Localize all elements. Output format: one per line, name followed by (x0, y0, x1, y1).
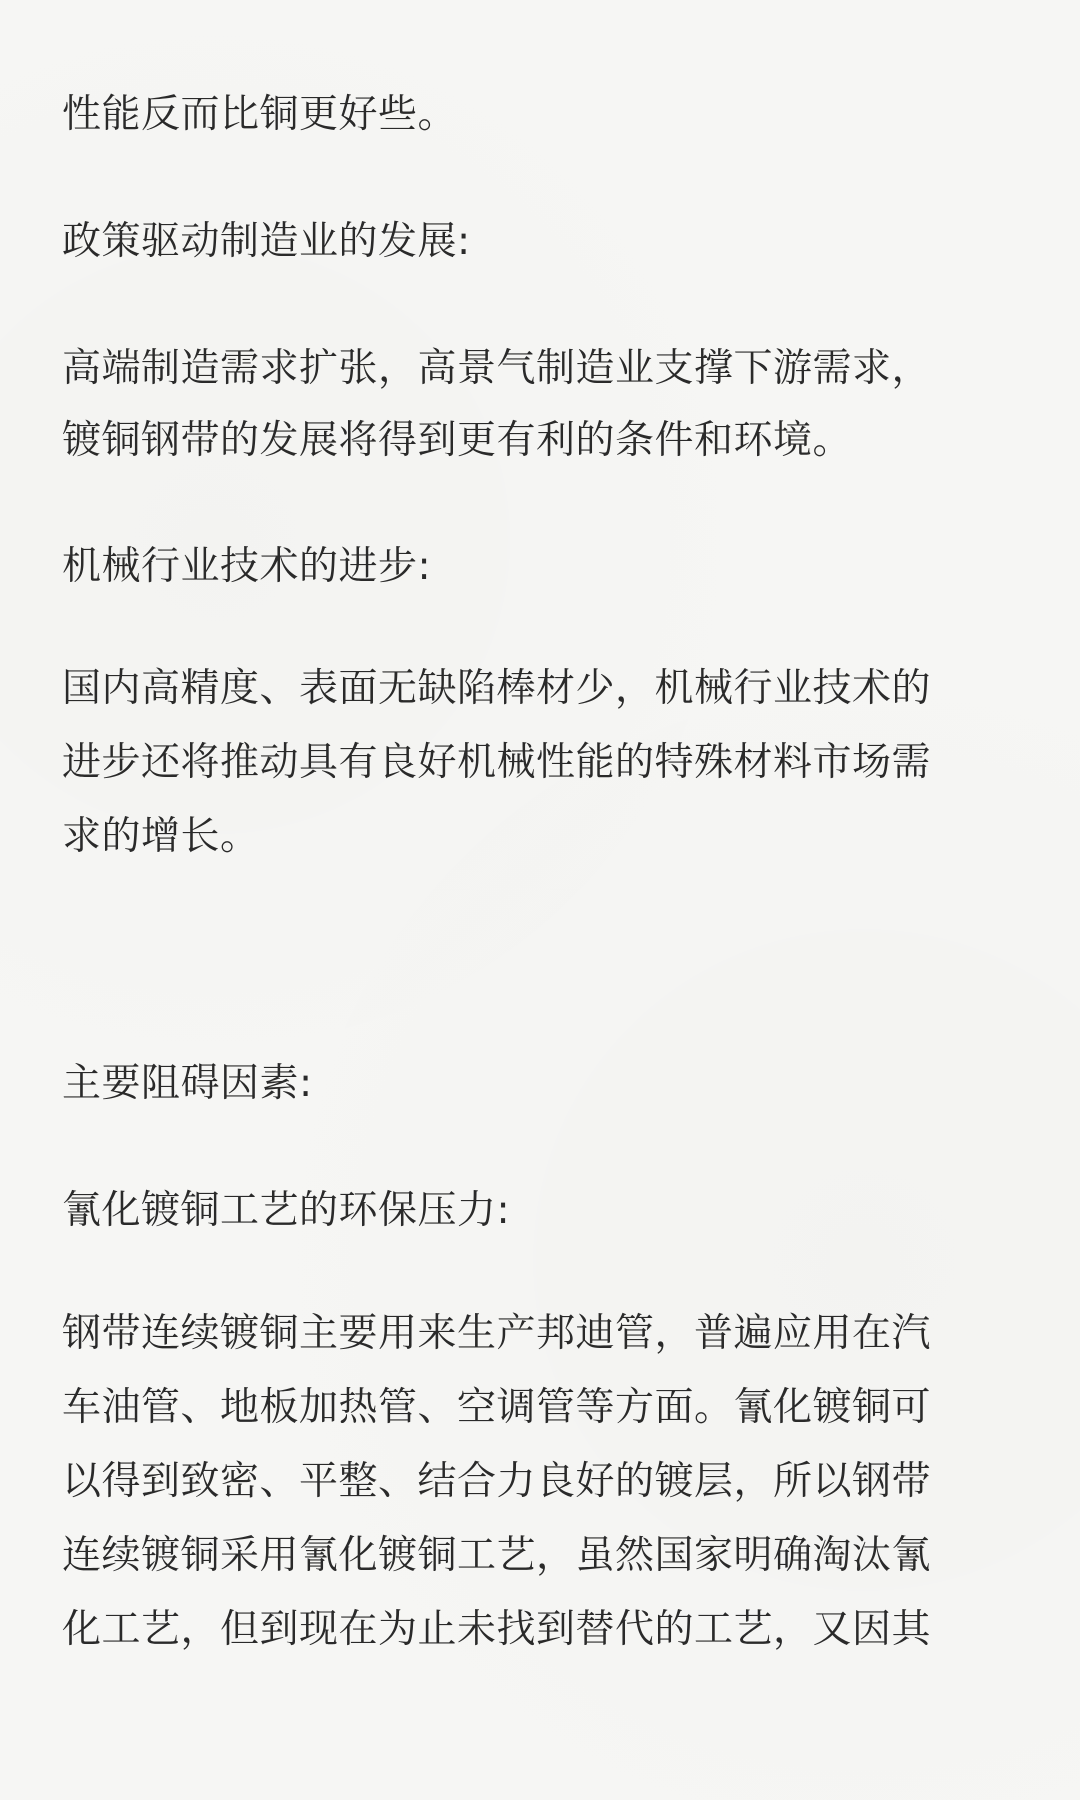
section-heading: 机械行业技术的进步: (62, 544, 432, 589)
section-heading: 主要阻碍因素: (62, 1061, 313, 1106)
text-line: 镀铜钢带的发展将得到更有利的条件和环境。 (62, 418, 853, 463)
text-line: 求的增长。 (62, 814, 260, 859)
text-line: 国内高精度、表面无缺陷棒材少，机械行业技术的 (62, 666, 932, 711)
text-line: 钢带连续镀铜主要用来生产邦迪管，普遍应用在汽 (62, 1311, 932, 1356)
text-line: 进步还将推动具有良好机械性能的特殊材料市场需 (62, 740, 932, 785)
text-line: 连续镀铜采用氰化镀铜工艺，虽然国家明确淘汰氰 (62, 1533, 932, 1578)
section-heading: 政策驱动制造业的发展: (62, 219, 471, 264)
text-line: 化工艺，但到现在为止未找到替代的工艺，又因其 (62, 1607, 932, 1652)
text-line: 高端制造需求扩张，高景气制造业支撑下游需求， (62, 346, 932, 391)
text-line: 性能反而比铜更好些。 (62, 92, 458, 137)
text-line: 车油管、地板加热管、空调管等方面。氰化镀铜可 (62, 1385, 932, 1430)
text-line: 以得到致密、平整、结合力良好的镀层，所以钢带 (62, 1459, 932, 1504)
section-heading: 氰化镀铜工艺的环保压力: (62, 1188, 511, 1233)
